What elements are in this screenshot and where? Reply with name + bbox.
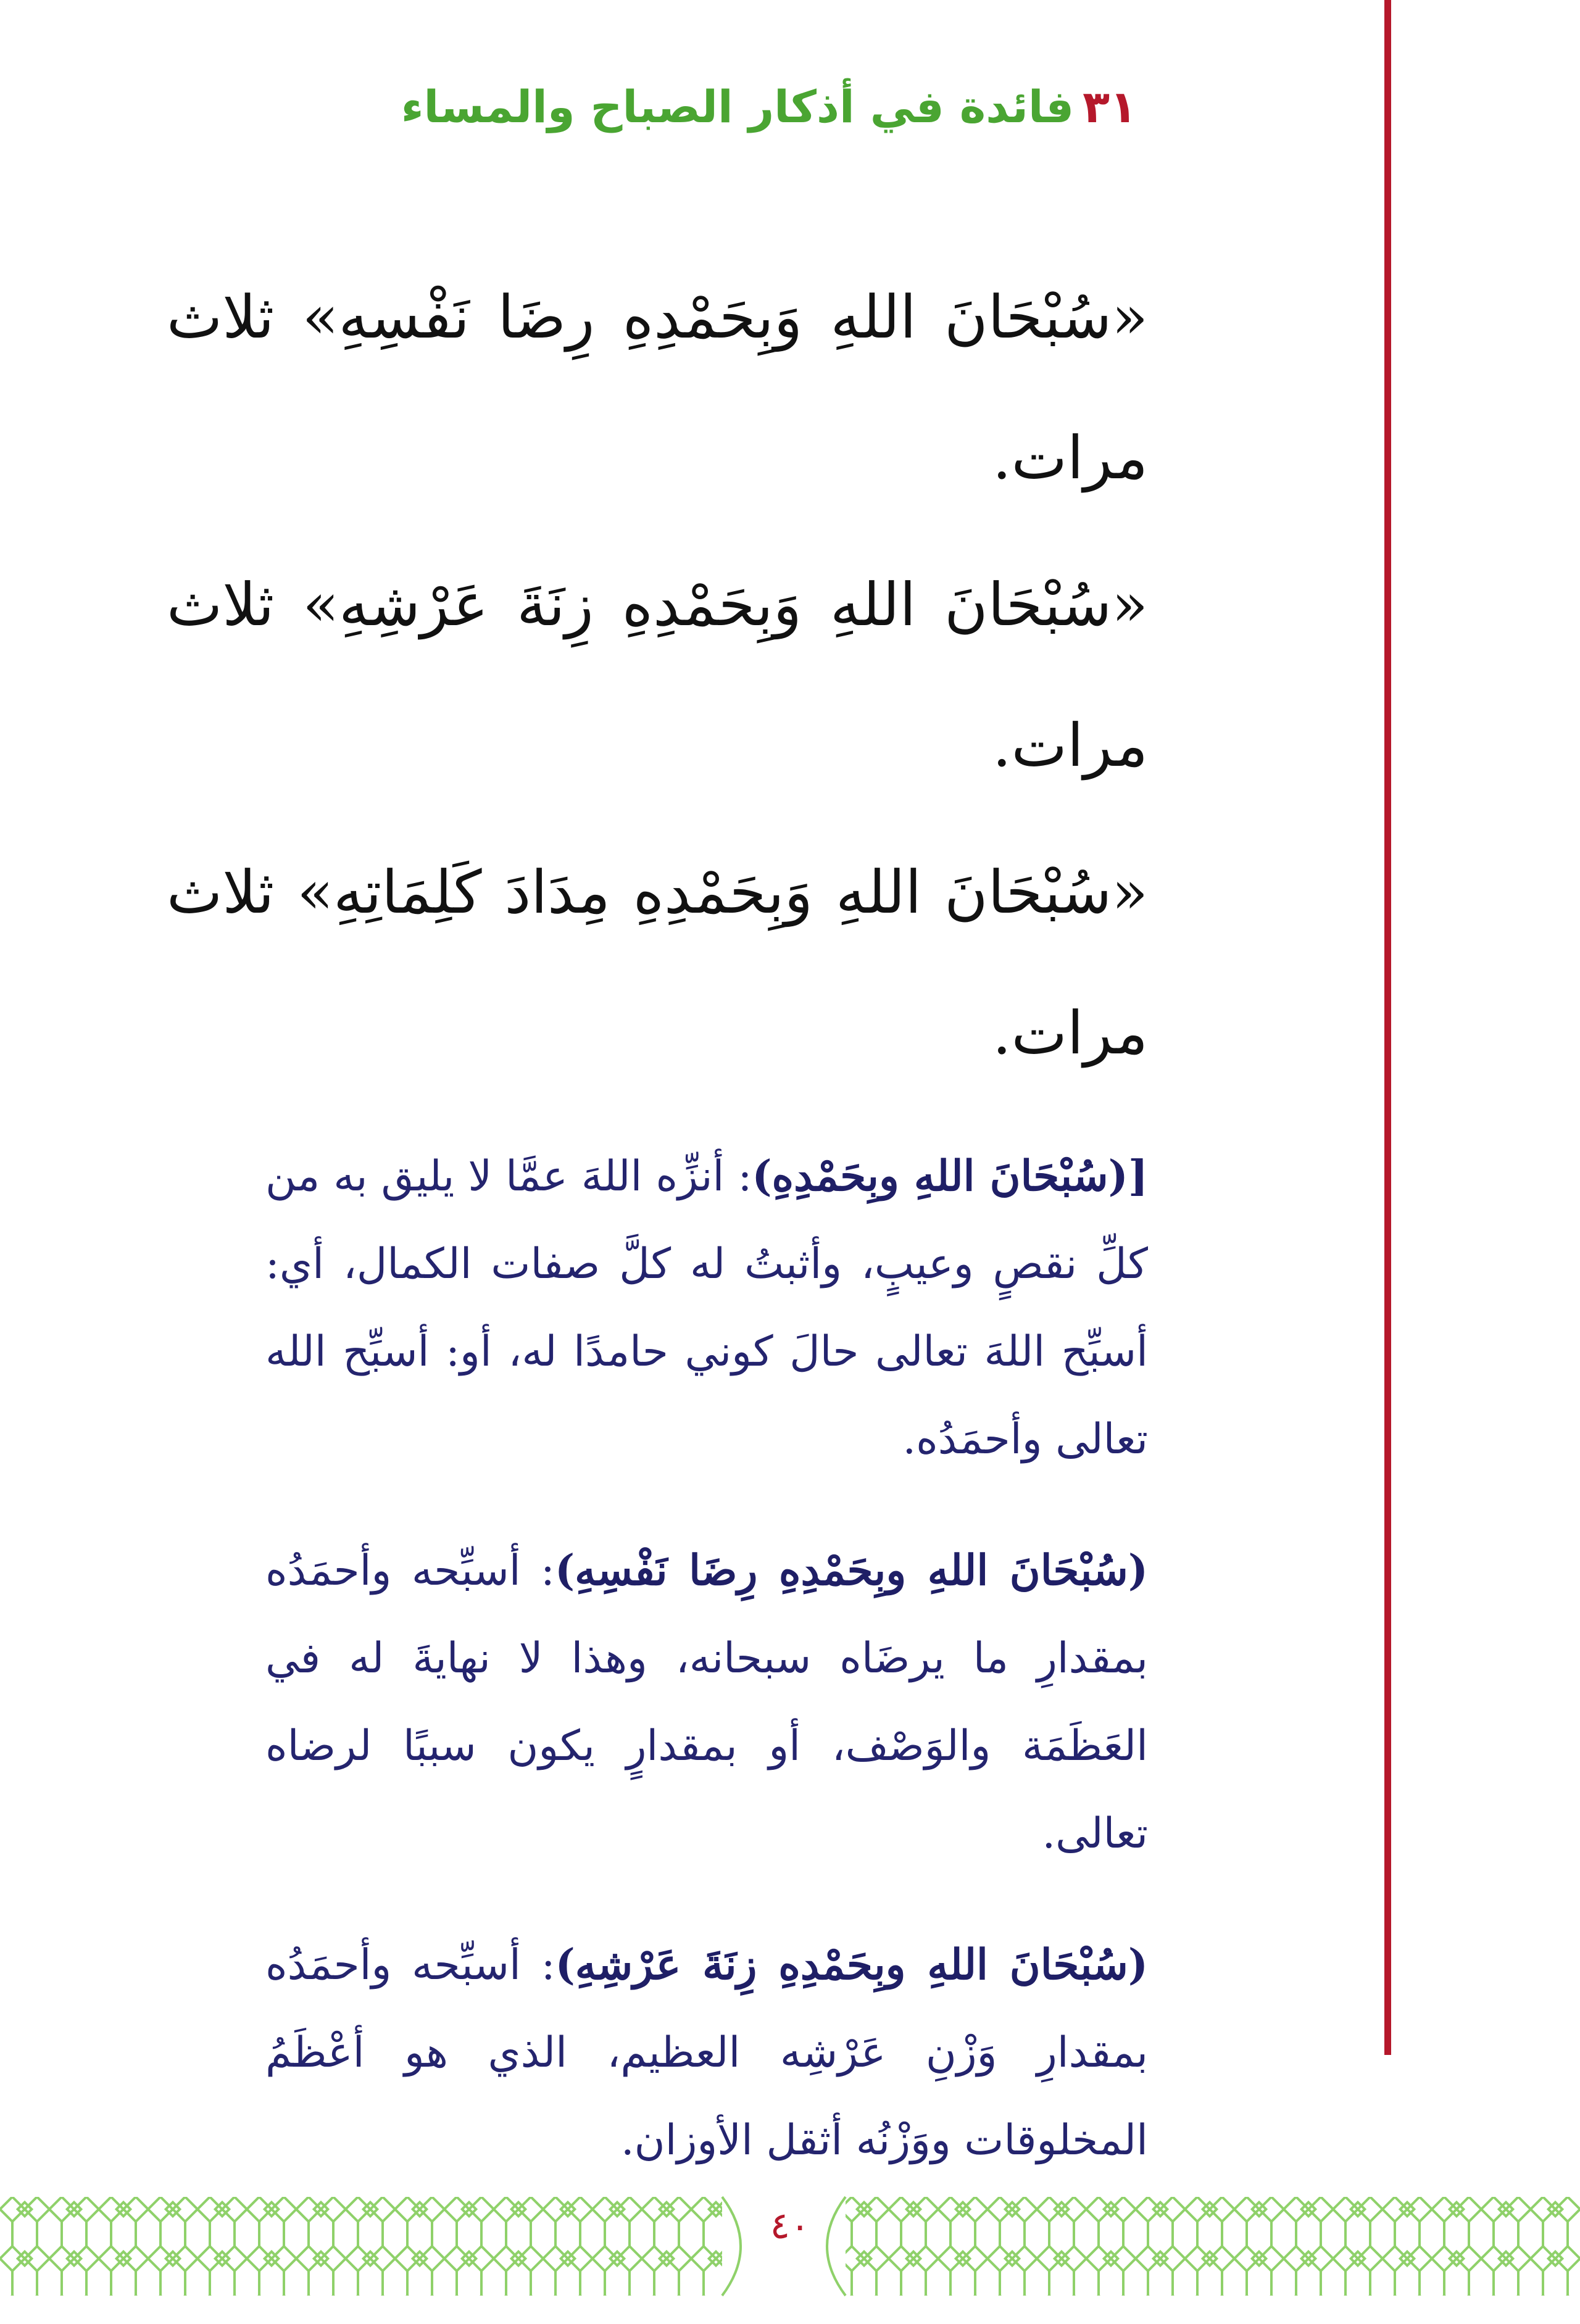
explanation-paragraph (265, 1527, 1148, 1878)
header-number: ٣١ (1083, 81, 1137, 133)
dhikr-item: «سُبْحَانَ اللهِ وَبِحَمْدِهِ زِنَةَ عَرْشِهِ» ثلاث مرات. (167, 570, 1148, 780)
explanation-term: [(سُبْحَانَ اللهِ وبِحَمْدِهِ) (752, 1152, 1148, 1201)
explanation-paragraph (265, 1132, 1148, 1484)
header-title: فائدة في أذكار الصباح والمساء (401, 81, 1075, 133)
explanation-term: (سُبْحَانَ اللهِ وبِحَمْدِهِ رِضَا نَفْسِهِ) (554, 1546, 1148, 1595)
explanation-body: : أسبِّحه وأحمَدُه بمقدارِ ما يرضَاه سبحانه، وهذا لا نهايةَ له في العَظَمَة والوَصْف، أو بمقدارٍ يكون سببًا لرضاه تعالى. (265, 1546, 1148, 1858)
explanation-paragraph (265, 1921, 1148, 2185)
explanation-body: : أسبِّحه وأحمَدُه بمقدارِ وَزْنِ عَرْشِه العظيم، الذي هو أعْظَمُ المخلوقات ووَزْنُه أثقل الأوزان. (265, 1941, 1148, 2165)
margin-rule (1384, 0, 1391, 2055)
dhikr-item: «سُبْحَانَ اللهِ وَبِحَمْدِهِ مِدَادَ كَلِمَاتِهِ» ثلاث مرات. (167, 858, 1148, 1068)
adhkar-list (167, 247, 1148, 1110)
dhikr-item: «سُبْحَانَ اللهِ وَبِحَمْدِهِ رِضَا نَفْسِهِ» ثلاث مرات. (167, 283, 1148, 492)
page-number: ٤٠ (770, 2204, 810, 2247)
explanation-body: : أنزِّه اللهَ عمَّا لا يليق به من كلِّ نقصٍ وعيبٍ، وأثبتُ له كلَّ صفات الكمال، أي: أسبِّح اللهَ تعالى حالَ كوني حامدًا له، أو: أسبِّح الله تعالى وأحمَدُه. (265, 1152, 1148, 1464)
explanation-term: (سُبْحَانَ اللهِ وبِحَمْدِهِ زِنَةَ عَرْشِهِ) (555, 1940, 1149, 1990)
running-header (335, 79, 1137, 135)
explanations (265, 1132, 1148, 2228)
